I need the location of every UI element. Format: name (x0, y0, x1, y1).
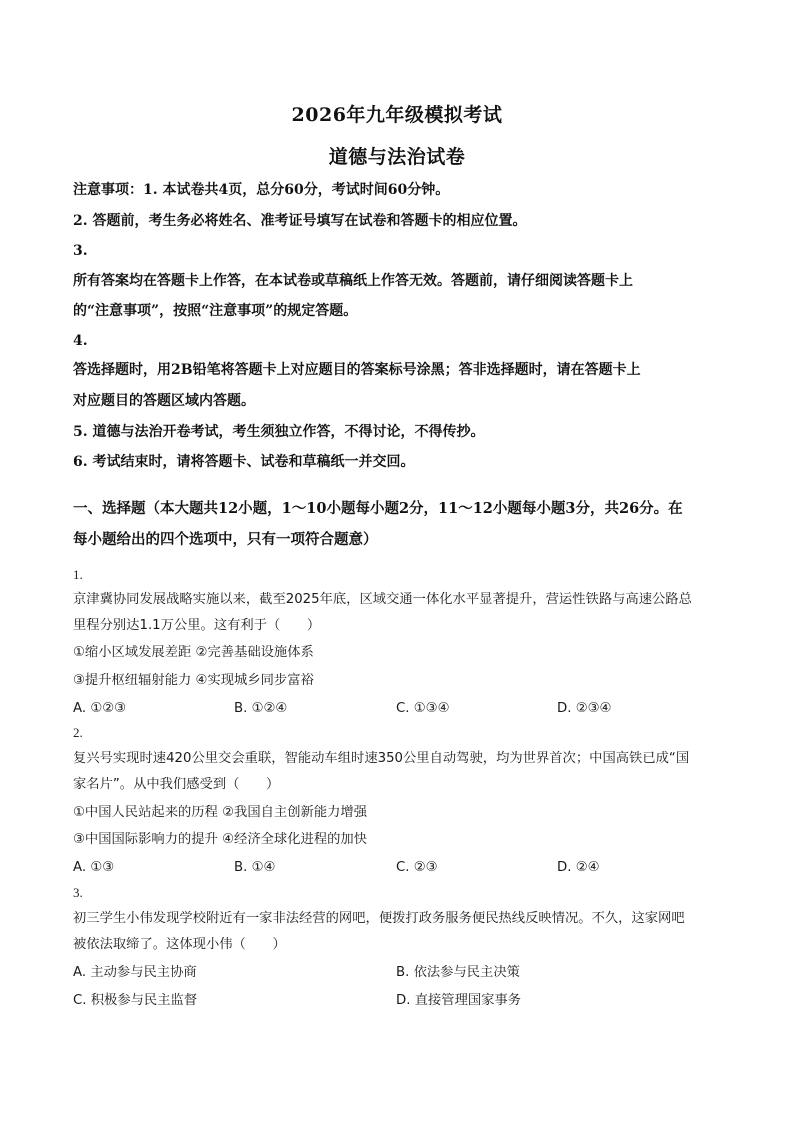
section-header-line-2: 每小题给出的四个选项中，只有一项符合题意） (73, 531, 378, 548)
question-stem-line: 家名片”。从中我们感受到（ ） (73, 777, 280, 792)
option-c: C. ②③ (396, 860, 438, 875)
note-line-2: 2. 答题前，考生务必将姓名、准考证号填写在试卷和答题卡的相应位置。 (73, 213, 527, 229)
note-line-5: 5. 道德与法治开卷考试，考生须独立作答，不得讨论，不得传抄。 (73, 424, 485, 440)
option-b: B. ①④ (234, 860, 276, 875)
option-b: B. ①②④ (234, 701, 288, 716)
question-stem-line: 初三学生小伟发现学校附近有一家非法经营的网吧，便拨打政务服务便民热线反映情况。不久，这家网吧 (73, 911, 685, 926)
question-item-line: ①中国人民站起来的历程 ②我国自主创新能力增强 (73, 805, 368, 820)
note-number-4: 4. (73, 333, 88, 349)
note-line-4a: 答选择题时，用2B铅笔将答题卡上对应题目的答案标号涂黑；答非选择题时，请在答题卡上 (73, 362, 641, 378)
question-item-line: ③中国国际影响力的提升 ④经济全球化进程的加快 (73, 832, 368, 847)
question-stem-line: 里程分别达1.1万公里。这有利于（ ） (73, 618, 321, 633)
option-d: D. 直接管理国家事务 (396, 993, 522, 1008)
option-a: A. 主动参与民主协商 (73, 965, 197, 980)
option-d: D. ②④ (557, 860, 600, 875)
option-a: A. ①②③ (73, 701, 127, 716)
option-d: D. ②③④ (557, 701, 612, 716)
note-line-3b: 的“注意事项”，按照“注意事项”的规定答题。 (73, 303, 358, 319)
question-number: 2. (73, 725, 83, 740)
option-a: A. ①③ (73, 860, 115, 875)
question-item-line: ①缩小区域发展差距 ②完善基础设施体系 (73, 645, 314, 660)
note-line-6: 6. 考试结束时，请将答题卡、试卷和草稿纸一并交回。 (73, 454, 415, 470)
question-stem-line: 复兴号实现时速420公里交会重联，智能动车组时速350公里自动驾驶，均为世界首次；中国高铁已成“国 (73, 751, 690, 766)
question-stem-line: 被依法取缔了。这体现小伟（ ） (73, 937, 286, 952)
question-stem-line: 京津冀协同发展战略实施以来，截至2025年底，区域交通一体化水平显著提升，营运性铁路与高速公路总 (73, 592, 692, 607)
exam-title: 2026年九年级模拟考试 (291, 104, 503, 126)
option-c: C. ①③④ (396, 701, 450, 716)
question-item-line: ③提升枢纽辐射能力 ④实现城乡同步富裕 (73, 673, 314, 688)
note-line-1: 注意事项：1. 本试卷共4页，总分60分，考试时间60分钟。 (73, 182, 450, 198)
exam-subtitle: 道德与法治试卷 (328, 146, 466, 168)
question-number: 3. (73, 885, 83, 900)
option-b: B. 依法参与民主决策 (396, 965, 520, 980)
note-line-3a: 所有答案均在答题卡上作答，在本试卷或草稿纸上作答无效。答题前，请仔细阅读答题卡上 (73, 273, 633, 289)
section-header-line-1: 一、选择题（本大题共12小题，1～10小题每小题2分，11～12小题每小题3分，共26分。在 (73, 500, 683, 517)
note-number-3: 3. (73, 243, 88, 259)
option-c: C. 积极参与民主监督 (73, 993, 198, 1008)
question-number: 1. (73, 567, 83, 582)
note-line-4b: 对应题目的答题区域内答题。 (73, 393, 255, 409)
